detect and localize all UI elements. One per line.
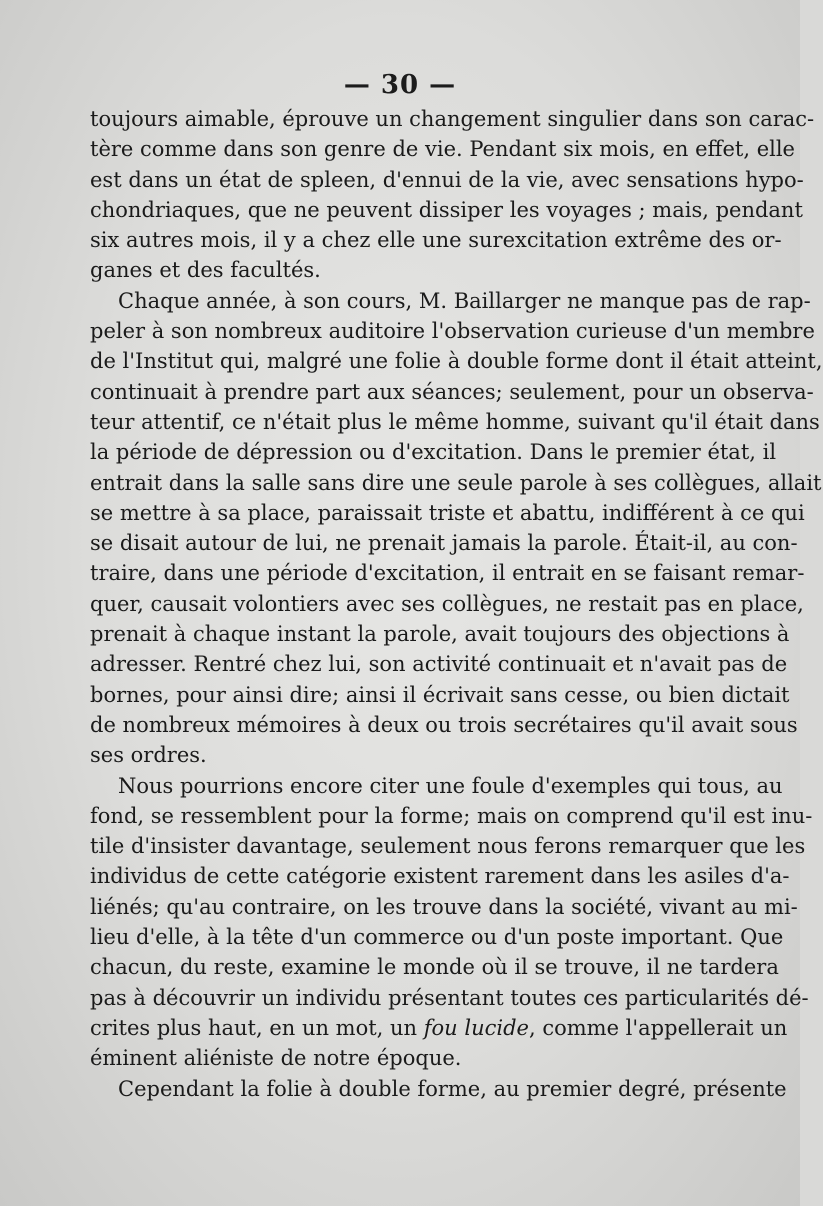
text-line: Chaque année, à son cours, M. Baillarger ne manque pas de rap- (118, 288, 811, 313)
text-line: continuait à prendre part aux séances; seulement, pour un observa- (90, 379, 814, 404)
text-line: ses ordres. (90, 743, 207, 768)
text-line: crites plus haut, en un mot, un fou lucide, comme l'appellerait un (90, 1015, 788, 1040)
text-line: individus de cette catégorie existent rarement dans les asiles d'a- (90, 864, 790, 889)
text-line: pas à découvrir un individu présentant toutes ces particularités dé- (90, 985, 809, 1010)
text-line: Cependant la folie à double forme, au premier degré, présente (118, 1076, 787, 1101)
text-line: se disait autour de lui, ne prenait jamais la parole. Était-il, au con- (90, 531, 798, 556)
paragraph (90, 286, 823, 771)
body-text (90, 104, 823, 1104)
text-line: prenait à chaque instant la parole, avait toujours des objections à (90, 622, 790, 647)
text-line: quer, causait volontiers avec ses collègues, ne restait pas en place, (90, 591, 804, 616)
text-line: chondriaques, que ne peuvent dissiper les voyages ; mais, pendant (90, 197, 803, 222)
text-line: ganes et des facultés. (90, 258, 321, 283)
paragraph (90, 1074, 787, 1104)
text-line: est dans un état de spleen, d'ennui de la vie, avec sensations hypo- (90, 167, 804, 192)
text-line: chacun, du reste, examine le monde où il se trouve, il ne tardera (90, 955, 779, 980)
paragraph (90, 104, 815, 286)
text-line: six autres mois, il y a chez elle une surexcitation extrême des or- (90, 228, 782, 253)
text-line: Nous pourrions encore citer une foule d'exemples qui tous, au (118, 773, 783, 798)
text-line: fond, se ressemblent pour la forme; mais on comprend qu'il est inu- (90, 803, 813, 828)
text-line: lieu d'elle, à la tête d'un commerce ou d'un poste important. Que (90, 925, 784, 950)
text-line: éminent aliéniste de notre époque. (90, 1046, 462, 1071)
text-line: bornes, pour ainsi dire; ainsi il écrivait sans cesse, ou bien dictait (90, 682, 790, 707)
text-line: tère comme dans son genre de vie. Pendant six mois, en effet, elle (90, 137, 795, 162)
text-line: teur attentif, ce n'était plus le même homme, suivant qu'il était dans (90, 409, 820, 434)
text-line: de l'Institut qui, malgré une folie à double forme dont il était atteint, (90, 349, 823, 374)
text-line: adresser. Rentré chez lui, son activité continuait et n'avait pas de (90, 652, 788, 677)
text-line: peler à son nombreux auditoire l'observation curieuse d'un membre (90, 319, 815, 344)
text-line: toujours aimable, éprouve un changement singulier dans son carac- (90, 107, 815, 131)
paragraph (90, 771, 813, 1074)
page-number: — 30 — (343, 70, 457, 100)
text-line: liénés; qu'au contraire, on les trouve dans la société, vivant au mi- (90, 894, 798, 919)
text-line: entrait dans la salle sans dire une seule parole à ses collègues, allait (90, 470, 822, 495)
text-line: la période de dépression ou d'excitation. Dans le premier état, il (90, 440, 777, 465)
italic-phrase: fou lucide (423, 1015, 529, 1040)
text-line: se mettre à sa place, paraissait triste et abattu, indifférent à ce qui (90, 500, 805, 525)
text-line: de nombreux mémoires à deux ou trois secrétaires qu'il avait sous (90, 712, 798, 737)
text-line: tile d'insister davantage, seulement nous ferons remarquer que les (90, 834, 806, 859)
text-line: traire, dans une période d'excitation, il entrait en se faisant remar- (90, 561, 805, 586)
